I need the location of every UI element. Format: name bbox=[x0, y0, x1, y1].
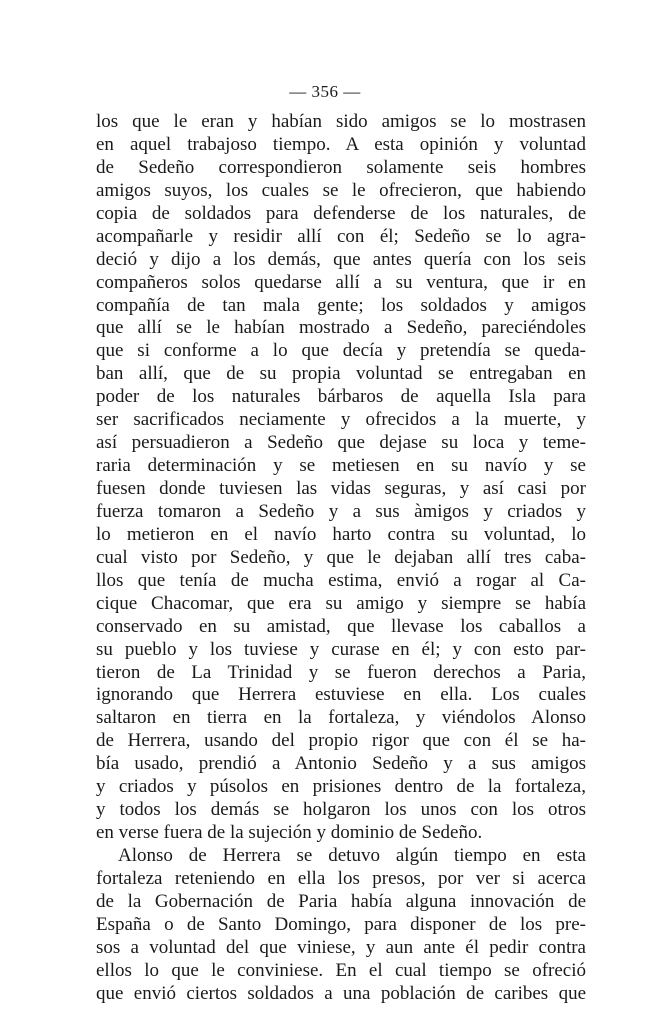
text-line: raria determinación y se metiesen en su navío y se bbox=[96, 455, 586, 477]
text-line: cual visto por Sedeño, y que le dejaban allí tres caba- bbox=[96, 546, 586, 568]
text-line: copia de soldados para defenderse de los naturales, de bbox=[96, 202, 586, 224]
text-line: amigos suyos, los cuales se le ofrecieron, que habiendo bbox=[96, 179, 586, 201]
text-line: ignorando que Herrera estuviese en ella. Los cuales bbox=[96, 684, 586, 706]
body-text bbox=[96, 111, 586, 1006]
text-line: llos que tenía de mucha estima, envió a rogar al Ca- bbox=[96, 569, 586, 591]
text-line: que allí se le habían mostrado a Sedeño, pareciéndoles bbox=[96, 317, 586, 339]
text-line-paragraph-start: Alonso de Herrera se detuvo algún tiempo en esta bbox=[118, 845, 586, 866]
text-line: conservado en su amistad, que llevase los caballos a bbox=[96, 615, 586, 637]
text-line: de Sedeño correspondieron solamente seis hombres bbox=[96, 156, 586, 178]
text-line: lo metieron en el navío harto contra su voluntad, lo bbox=[96, 523, 586, 545]
text-line: acompañarle y residir allí con él; Sedeño se lo agra- bbox=[96, 225, 586, 247]
text-line: así persuadieron a Sedeño que dejase su loca y teme- bbox=[96, 432, 586, 454]
text-line: los que le eran y habían sido amigos se lo mostrasen bbox=[96, 111, 586, 132]
text-line: ellos lo que le conviniese. En el cual tiempo se ofreció bbox=[96, 959, 586, 981]
text-line-paragraph-end: en verse fuera de la sujeción y dominio de Sedeño. bbox=[96, 822, 483, 844]
text-line: sos a voluntad del que viniese, y aun ante él pedir contra bbox=[96, 936, 586, 958]
text-line: de la Gobernación de Paria había alguna innovación de bbox=[96, 890, 586, 912]
text-line: y todos los demás se holgaron los unos con los otros bbox=[96, 799, 586, 821]
text-line: de Herrera, usando del propio rigor que con él se ha- bbox=[96, 730, 586, 752]
text-line: su pueblo y los tuviese y curase en él; y con esto par- bbox=[96, 638, 586, 660]
text-line: poder de los naturales bárbaros de aquella Isla para bbox=[96, 386, 586, 408]
text-line: compañeros solos quedarse allí a su ventura, que ir en bbox=[96, 271, 586, 293]
text-line: fuesen donde tuviesen las vidas seguras, y así casi por bbox=[96, 478, 586, 499]
text-line: deció y dijo a los demás, que antes quería con los seis bbox=[96, 248, 586, 270]
text-line: España o de Santo Domingo, para disponer de los pre- bbox=[96, 913, 586, 935]
text-line: en aquel trabajoso tiempo. A esta opinión y voluntad bbox=[96, 133, 586, 155]
text-line: compañía de tan mala gente; los soldados y amigos bbox=[96, 294, 586, 316]
text-line: ban allí, que de su propia voluntad se entregaban en bbox=[96, 363, 586, 385]
text-line: saltaron en tierra en la fortaleza, y viéndolos Alonso bbox=[96, 707, 586, 729]
text-line: bía usado, prendió a Antonio Sedeño y a sus amigos bbox=[96, 753, 586, 775]
text-line: que si conforme a lo que decía y pretendía se queda- bbox=[96, 340, 586, 362]
text-line: tieron de La Trinidad y se fueron derechos a Paria, bbox=[96, 661, 586, 683]
text-line: y criados y púsolos en prisiones dentro de la fortaleza, bbox=[96, 776, 586, 798]
text-line: fortaleza reteniendo en ella los presos, por ver si acerca bbox=[96, 867, 586, 889]
text-line: ser sacrificados neciamente y ofrecidos a la muerte, y bbox=[96, 409, 586, 431]
text-line: cique Chacomar, que era su amigo y siempre se había bbox=[96, 592, 586, 614]
text-line: fuerza tomaron a Sedeño y a sus àmigos y criados y bbox=[96, 500, 586, 522]
page-number: — 356 — bbox=[289, 82, 361, 101]
text-line: que envió ciertos soldados a una población de caribes que bbox=[96, 982, 586, 1004]
